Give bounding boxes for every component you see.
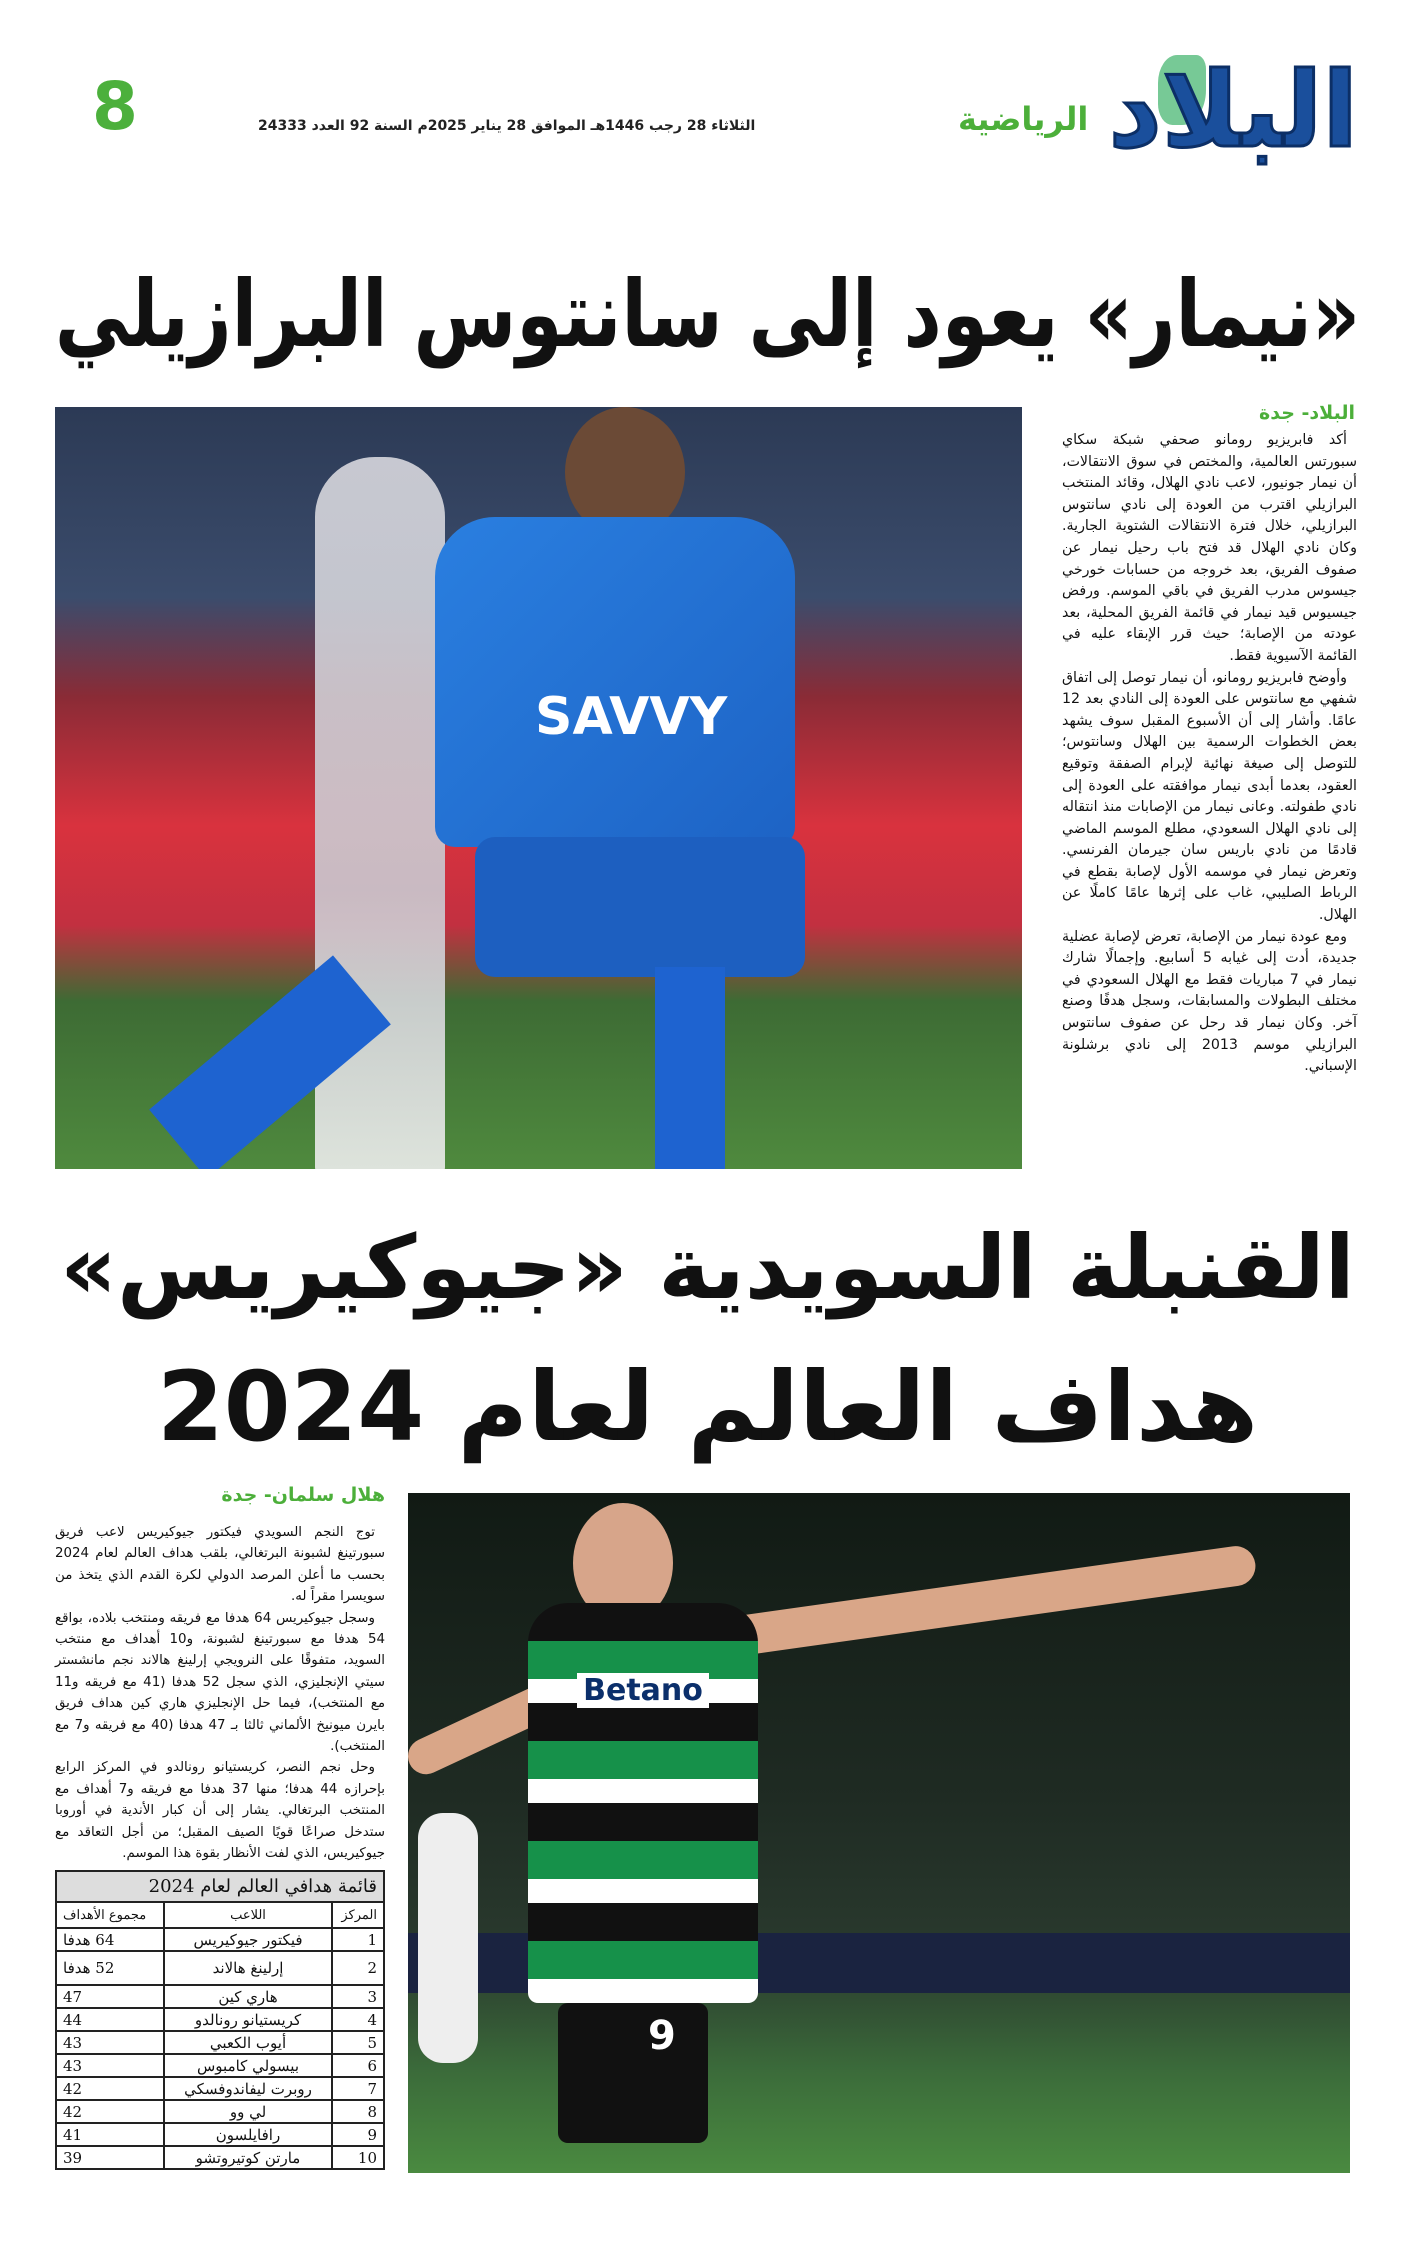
cell-rank: 7 [332,2077,384,2100]
cell-goals: 41 [56,2123,164,2146]
player-shorts [558,2003,708,2143]
paragraph: ومع عودة نيمار من الإصابة، تعرض لإصابة عضلية جديدة، أدت إلى غيابه 5 أسابيع. وإجمالًا شارك نيمار في 7 مباريات فقط مع الهلال السعودي في مختلف البطولات والمسابقات، وسجل هدفًا وصنع آخر. وكان نيمار قد رحل عن صفوف سانتوس البرازيلي موسم 2013 إلى نادي برشلونة الإسباني. [1062,928,1357,1075]
player-arm [688,1544,1258,1663]
paragraph: توج النجم السويدي فيكتور جيوكيريس لاعب فريق سبورتينغ لشبونة البرتغالي، بلقب هداف العالم لعام 2024 بحسب ما أعلن المرصد الدولي لكرة القدم الذي يتخذ من سويسرا مقراً له. [55,1525,385,1605]
sponsor-text: SAVVY [535,687,728,747]
player-shorts [475,837,805,977]
table-row [56,2100,384,2123]
cell-rank: 6 [332,2054,384,2077]
paragraph: وحل نجم النصر، كريستيانو رونالدو في المركز الرابع بإحرازه 44 هدفا؛ منها 37 هدفا مع فريقه و7 أهداف مع المنتخب البرتغالي. يشار إلى أن كبار الأندية في أوروبا ستدخل صراعًا قويًا الصيف المقبل؛ من أجل التعاقد مع جيوكيريس، الذي لفت الأنظار بقوة هذا الموسم. [55,1760,385,1862]
top-scorers-table [55,1870,385,2170]
cell-player: بيسولي كامبوس [164,2054,332,2077]
story2-body [55,1522,385,1865]
logo-text: البلاد [1108,49,1358,171]
table-row [56,2146,384,2169]
story1-headline: «نيمار» يعود إلى سانتوس البرازيلي [54,261,1361,368]
cell-player: هاري كين [164,1985,332,2008]
cell-goals: 52 هدفا [56,1951,164,1985]
paragraph: أكد فابريزيو رومانو صحفي شبكة سكاي سبورتس العالمية، والمختص في سوق الانتقالات، أن نيمار جونيور، لاعب نادي الهلال، وقائد المنتخب البرازيلي اقترب من العودة إلى نادي سانتوس البرازيلي، خلال فترة الانتقالات الشتوية الجارية. وكان نادي الهلال قد فتح باب رحيل نيمار عن صفوف الفريق، بعد خروجه من حسابات خورخي جيسوس مدرب الفريق في باقي الموسم. ورفض جيسيوس قيد نيمار في قائمة الفريق المحلية، بعد عودته من الإصابة؛ حيث قرر الإبقاء عليه في القائمة الآسيوية فقط. [1062,432,1357,664]
cell-goals: 42 [56,2077,164,2100]
cell-rank: 10 [332,2146,384,2169]
cell-goals: 64 هدفا [56,1928,164,1951]
dateline: الثلاثاء 28 رجب 1446هـ الموافق 28 يناير 2025م السنة 92 العدد 24333 [258,118,756,134]
page-number: 8 [92,68,138,145]
paragraph: وأوضح فابريزيو رومانو، أن نيمار توصل إلى اتفاق شفهي مع سانتوس على العودة إلى النادي بعد 12 عامًا. وأشار إلى أن الأسبوع المقبل سوف يشهد بعض الخطوات الرسمية بين الهلال وسانتوس؛ للتوصل إلى صيغة نهائية لإبرام الصفقة وتوقيع العقود، بعدما أبدى نيمار موافقته على العودة إلى نادي طفولته. وعانى نيمار من الإصابات منذ انتقاله إلى نادي الهلال السعودي، مطلع الموسم الماضي قادمًا من نادي باريس سان جيرمان الفرنسي. وتعرض نيمار في موسمه الأول لإصابة بقطع في الرباط الصليبي، غاب على إثرها عامًا كاملًا عن الهلال. [1062,669,1357,924]
cell-player: روبرت ليفاندوفسكي [164,2077,332,2100]
table-row [56,1951,384,1985]
table-row [56,2008,384,2031]
cell-goals: 43 [56,2031,164,2054]
cell-player: إرلينغ هالاند [164,1951,332,1985]
cell-rank: 8 [332,2100,384,2123]
table-row [56,2077,384,2100]
cell-rank: 5 [332,2031,384,2054]
table-row [56,1928,384,1951]
opponent-figure [418,1813,478,2063]
section-title: الرياضية [958,100,1089,138]
story2-headline-line1: القنبلة السويدية «جيوكيريس» [60,1216,1355,1319]
player-leg [655,967,725,1169]
table-title: قائمة هدافي العالم لعام 2024 [56,1871,384,1902]
story2-byline: هلال سلمان- جدة [221,1484,385,1506]
header-player: اللاعب [164,1902,332,1928]
sponsor-text: Betano [577,1673,709,1708]
cell-player: فيكتور جيوكيريس [164,1928,332,1951]
table-row [56,2054,384,2077]
story2-headline-line2: هداف العالم لعام 2024 [156,1351,1259,1463]
cell-player: أيوب الكعبي [164,2031,332,2054]
story1-photo [55,407,1022,1169]
cell-goals: 39 [56,2146,164,2169]
shirt-number: 9 [648,2013,676,2059]
cell-player: لي وو [164,2100,332,2123]
cell-player: كريستيانو رونالدو [164,2008,332,2031]
table-row [56,2123,384,2146]
story1-byline: البلاد- جدة [1259,402,1355,424]
table-row [56,1985,384,2008]
story1-body [1062,430,1357,1078]
cell-goals: 44 [56,2008,164,2031]
cell-goals: 47 [56,1985,164,2008]
cell-goals: 42 [56,2100,164,2123]
cell-goals: 43 [56,2054,164,2077]
cell-rank: 3 [332,1985,384,2008]
header-rank: المركز [332,1902,384,1928]
player-jersey [435,517,795,847]
cell-player: رافايلسون [164,2123,332,2146]
story2-photo [408,1493,1350,2173]
player-jersey [528,1603,758,2003]
paragraph: وسجل جيوكيريس 64 هدفا مع فريقه ومنتخب بلاده، بواقع 54 هدفا مع سبورتينغ لشبونة، و10 أهداف مع منتخب السويد، متفوقًا على النرويجي إرلينغ هالاند نجم مانشستر سيتي الإنجليزي، الذي سجل 52 هدفا (41 مع فريقه و11 مع المنتخب)، فيما حل الإنجليزي هاري كين هداف فريق بايرن ميونيخ الألماني ثالثا بـ 47 هدفا (40 مع فريقه و7 مع المنتخب). [55,1610,385,1755]
cell-rank: 2 [332,1951,384,1985]
cell-rank: 9 [332,2123,384,2146]
table-row [56,2031,384,2054]
cell-rank: 4 [332,2008,384,2031]
cell-player: مارتن كوتيروتشو [164,2146,332,2169]
cell-rank: 1 [332,1928,384,1951]
header-goals: مجموع الأهداف [56,1902,164,1928]
newspaper-logo [1108,49,1358,175]
